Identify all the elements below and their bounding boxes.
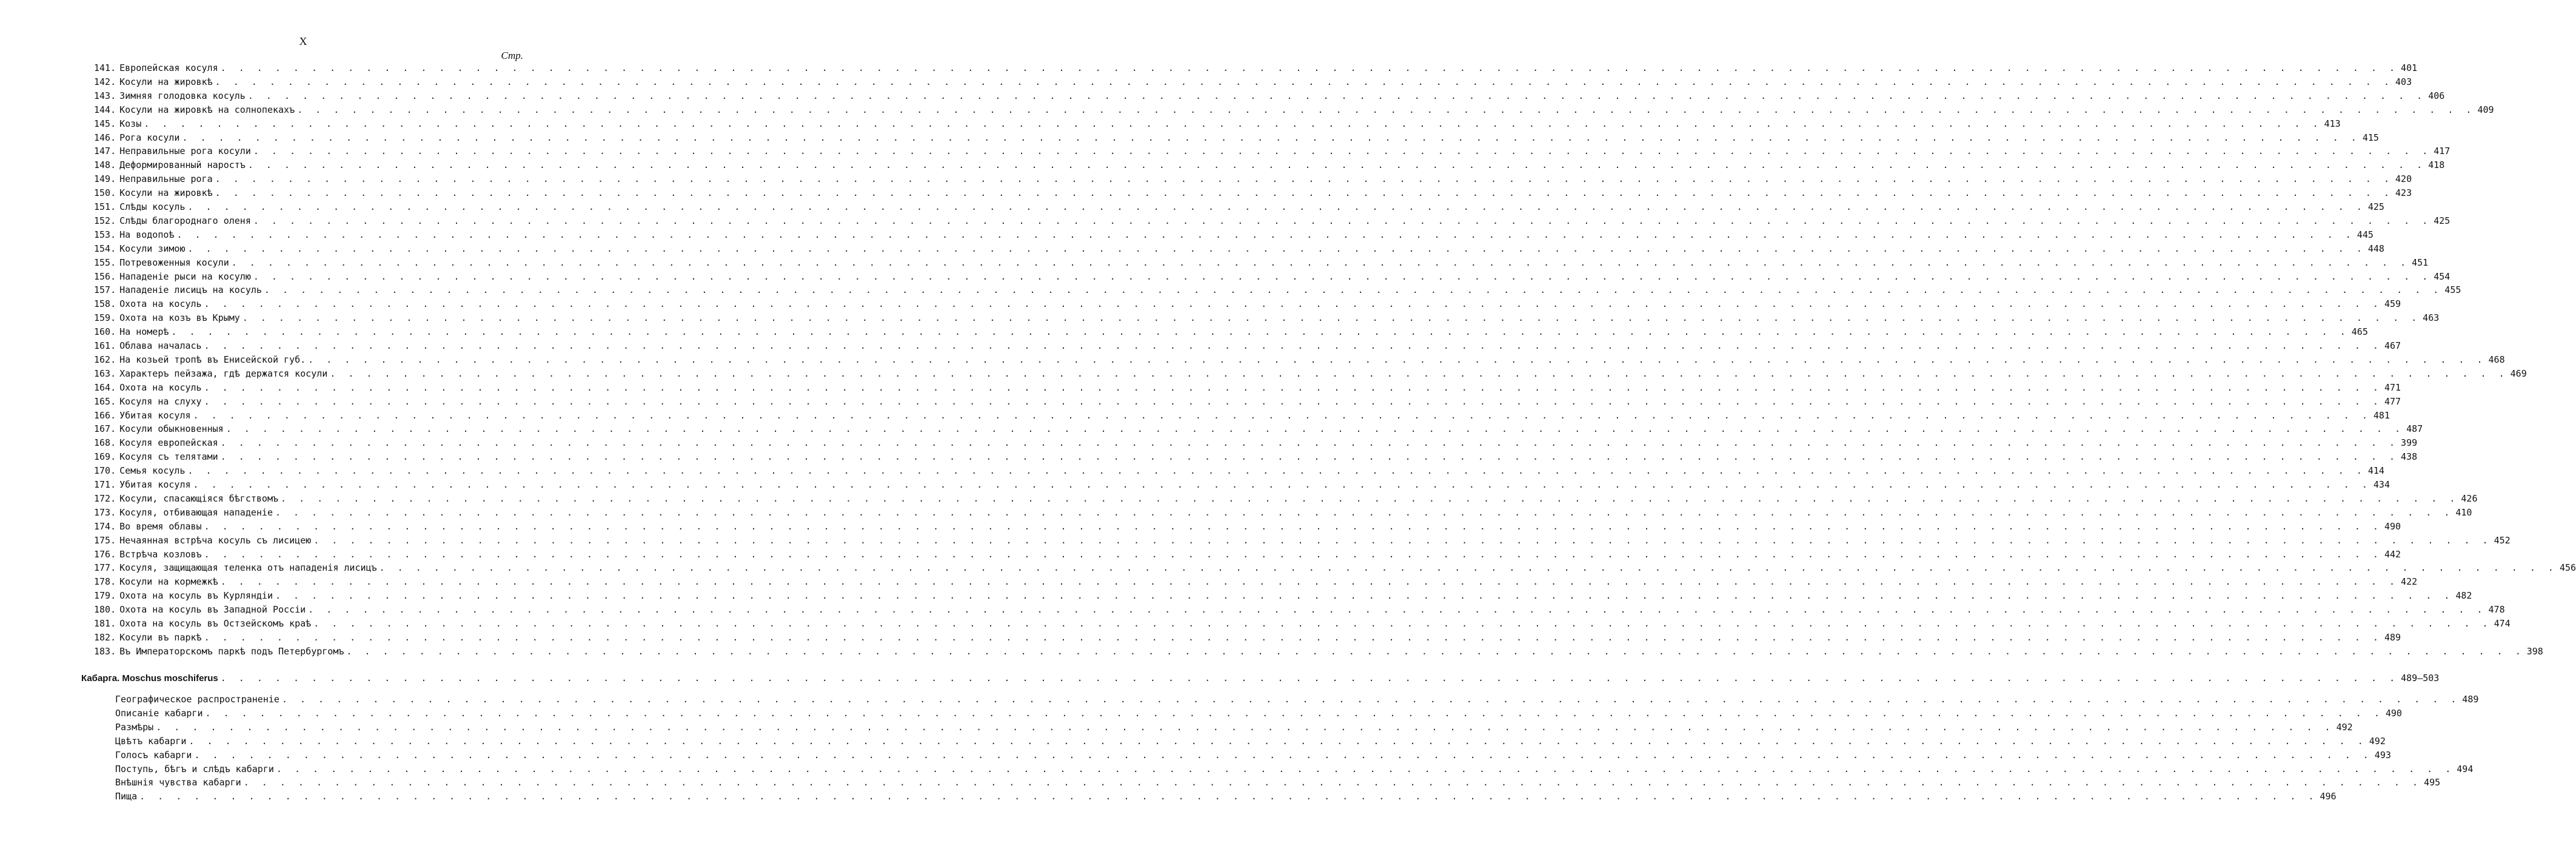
figure-entry	[94, 423, 2423, 437]
dot-leader: . . . . . . . . . . . . . . . . . . . . . . . . . . . . . . . . . . . . . . . . . . . . . . . . . . . . . . . . . . . . . . . . . . . . . . . . . . . . . . . . . . . . . . . . . . . . . . . . . . . . . . . . . . . . . . . . . . . . . . . .	[215, 187, 2394, 198]
figure-number: 166.	[94, 410, 116, 421]
dot-leader: . . . . . . . . . . . . . . . . . . . . . . . . . . . . . . . . . . . . . . . . . . . . . . . . . . . . . . . . . . . . . . . . . . . . . . . . . . . . . . . . . . . . . . . . . . . . . . . . . . . . . . . . . . . . . . . . . . . . . . . .	[275, 507, 2454, 518]
entry-title: Во время облавы	[119, 521, 204, 532]
figure-number: 146.	[94, 132, 116, 143]
dot-leader: . . . . . . . . . . . . . . . . . . . . . . . . . . . . . . . . . . . . . . . . . . . . . . . . . . . . . . . . . . . . . . . . . . . . . . . . . . . . . . . . . . . . . . . . . . . . . . . . . . . . . . . . . . . . . . . . . . . . . . . .	[313, 535, 2492, 546]
dot-leader: . . . . . . . . . . . . . . . . . . . . . . . . . . . . . . . . . . . . . . . . . . . . . . . . . . . . . . . . . . . . . . . . . . . . . . . . . . . . . . . . . . . . . . . . . . . . . . . . . . . . . . . . . . . . . . . . . . . . . . . .	[220, 437, 2399, 448]
figure-entry	[94, 410, 2390, 424]
page-reference: 489	[2462, 694, 2479, 705]
figure-number: 149.	[94, 173, 116, 184]
subsection-entry	[115, 791, 2337, 805]
entry-title: Размѣры	[115, 722, 156, 733]
page-reference: 420	[2395, 173, 2412, 184]
figure-number: 173.	[94, 507, 116, 518]
page-reference: 401	[2401, 62, 2418, 73]
dot-leader: . . . . . . . . . . . . . . . . . . . . . . . . . . . . . . . . . . . . . . . . . . . . . . . . . . . . . . . . . . . . . . . . . . . . . . . . . . . . . . . . . . . . . . . . . . . . . . . . . . . . . . . . . . . . . . . . . . . . . . . .	[139, 791, 2318, 802]
section-entry	[81, 673, 2440, 687]
entry-title: На козьей тропѣ въ Енисейской губ.	[119, 354, 308, 365]
dot-leader: . . . . . . . . . . . . . . . . . . . . . . . . . . . . . . . . . . . . . . . . . . . . . . . . . . . . . . . . . . . . . . . . . . . . . . . . . . . . . . . . . . . . . . . . . . . . . . . . . . . . . . . . . . . . . . . . . . . . . . . .	[281, 694, 2460, 705]
page-reference: 489—503	[2401, 673, 2440, 684]
entry-title: Поступь, бѣгъ и слѣдъ кабарги	[115, 764, 276, 774]
dot-leader: . . . . . . . . . . . . . . . . . . . . . . . . . . . . . . . . . . . . . . . . . . . . . . . . . . . . . . . . . . . . . . . . . . . . . . . . . . . . . . . . . . . . . . . . . . . . . . . . . . . . . . . . . . . . . . . . . . . . . . . .	[193, 410, 2371, 421]
figure-entry	[94, 535, 2511, 549]
figure-entry	[94, 326, 2368, 340]
dot-leader: . . . . . . . . . . . . . . . . . . . . . . . . . . . . . . . . . . . . . . . . . . . . . . . . . . . . . . . . . . . . . . . . . . . . . . . . . . . . . . . . . . . . . . . . . . . . . . . . . . . . . . . . . . . . . . . . . . . . . . . .	[204, 340, 2382, 351]
figure-number: 153.	[94, 229, 116, 240]
page-reference: 423	[2395, 187, 2412, 198]
entry-title: Косуля, отбивающая нападеніе	[119, 507, 275, 518]
dot-leader: . . . . . . . . . . . . . . . . . . . . . . . . . . . . . . . . . . . . . . . . . . . . . . . . . . . . . . . . . . . . . . . . . . . . . . . . . . . . . . . . . . . . . . . . . . . . . . . . . . . . . . . . . . . . . . . . . . . . . . . .	[204, 549, 2382, 560]
subsection-entry	[115, 736, 2386, 750]
figure-entry	[94, 284, 2461, 298]
dot-leader: . . . . . . . . . . . . . . . . . . . . . . . . . . . . . . . . . . . . . . . . . . . . . . . . . . . . . . . . . . . . . . . . . . . . . . . . . . . . . . . . . . . . . . . . . . . . . . . . . . . . . . . . . . . . . . . . . . . . . . . .	[194, 750, 2372, 761]
page-reference: 403	[2395, 76, 2412, 87]
dot-leader: . . . . . . . . . . . . . . . . . . . . . . . . . . . . . . . . . . . . . . . . . . . . . . . . . . . . . . . . . . . . . . . . . . . . . . . . . . . . . . . . . . . . . . . . . . . . . . . . . . . . . . . . . . . . . . . . . . . . . . . .	[231, 257, 2410, 268]
figure-number: 144.	[94, 104, 116, 115]
entry-title: Охота на косуль	[119, 298, 204, 309]
figure-entry	[94, 229, 2374, 243]
page-reference: 426	[2461, 493, 2478, 504]
subsection-entry	[115, 694, 2479, 708]
figure-entry	[94, 521, 2401, 535]
dot-leader: . . . . . . . . . . . . . . . . . . . . . . . . . . . . . . . . . . . . . . . . . . . . . . . . . . . . . . . . . . . . . . . . . . . . . . . . . . . . . . . . . . . . . . . . . . . . . . . . . . . . . . . . . . . . . . . . . . . . . . . .	[220, 673, 2399, 684]
dot-leader: . . . . . . . . . . . . . . . . . . . . . . . . . . . . . . . . . . . . . . . . . . . . . . . . . . . . . . . . . . . . . . . . . . . . . . . . . . . . . . . . . . . . . . . . . . . . . . . . . . . . . . . . . . . . . . . . . . . . . . . .	[204, 396, 2382, 407]
dot-leader: . . . . . . . . . . . . . . . . . . . . . . . . . . . . . . . . . . . . . . . . . . . . . . . . . . . . . . . . . . . . . . . . . . . . . . . . . . . . . . . . . . . . . . . . . . . . . . . . . . . . . . . . . . . . . . . . . . . . . . . .	[182, 132, 2360, 143]
figure-number: 142.	[94, 76, 116, 87]
page-reference: 409	[2477, 104, 2494, 115]
dot-leader: . . . . . . . . . . . . . . . . . . . . . . . . . . . . . . . . . . . . . . . . . . . . . . . . . . . . . . . . . . . . . . . . . . . . . . . . . . . . . . . . . . . . . . . . . . . . . . . . . . . . . . . . . . . . . . . . . . . . . . . .	[297, 104, 2475, 115]
entry-title: Косули на жировкѣ	[119, 76, 215, 87]
figure-entry	[94, 104, 2494, 118]
page-reference: 417	[2434, 146, 2451, 156]
figure-entry	[94, 451, 2418, 465]
dot-leader: . . . . . . . . . . . . . . . . . . . . . . . . . . . . . . . . . . . . . . . . . . . . . . . . . . . . . . . . . . . . . . . . . . . . . . . . . . . . . . . . . . . . . . . . . . . . . . . . . . . . . . . . . . . . . . . . . . . . . . . .	[204, 298, 2382, 309]
dot-leader: . . . . . . . . . . . . . . . . . . . . . . . . . . . . . . . . . . . . . . . . . . . . . . . . . . . . . . . . . . . . . . . . . . . . . . . . . . . . . . . . . . . . . . . . . . . . . . . . . . . . . . . . . . . . . . . . . . . . . . . .	[308, 354, 2486, 365]
entry-title: Убитая косуля	[119, 410, 193, 421]
page-reference: 455	[2444, 284, 2461, 295]
dot-leader: . . . . . . . . . . . . . . . . . . . . . . . . . . . . . . . . . . . . . . . . . . . . . . . . . . . . . . . . . . . . . . . . . . . . . . . . . . . . . . . . . . . . . . . . . . . . . . . . . . . . . . . . . . . . . . . . . . . . . . . .	[330, 368, 2508, 379]
page-reference: 399	[2401, 437, 2418, 448]
entry-title: Косуля европейская	[119, 437, 221, 448]
figure-number: 152.	[94, 215, 116, 226]
dot-leader: . . . . . . . . . . . . . . . . . . . . . . . . . . . . . . . . . . . . . . . . . . . . . . . . . . . . . . . . . . . . . . . . . . . . . . . . . . . . . . . . . . . . . . . . . . . . . . . . . . . . . . . . . . . . . . . . . . . . . . . .	[226, 423, 2404, 434]
dot-leader: . . . . . . . . . . . . . . . . . . . . . . . . . . . . . . . . . . . . . . . . . . . . . . . . . . . . . . . . . . . . . . . . . . . . . . . . . . . . . . . . . . . . . . . . . . . . . . . . . . . . . . . . . . . . . . . . . . . . . . . .	[281, 493, 2459, 504]
figure-entry	[94, 160, 2445, 173]
entry-title: Неправильные рога косули	[119, 146, 253, 156]
figure-entry	[94, 382, 2401, 396]
dot-leader: . . . . . . . . . . . . . . . . . . . . . . . . . . . . . . . . . . . . . . . . . . . . . . . . . . . . . . . . . . . . . . . . . . . . . . . . . . . . . . . . . . . . . . . . . . . . . . . . . . . . . . . . . . . . . . . . . . . . . . . .	[243, 777, 2422, 788]
page-reference: 398	[2526, 646, 2543, 657]
dot-leader: . . . . . . . . . . . . . . . . . . . . . . . . . . . . . . . . . . . . . . . . . . . . . . . . . . . . . . . . . . . . . . . . . . . . . . . . . . . . . . . . . . . . . . . . . . . . . . . . . . . . . . . . . . . . . . . . . . . . . . . .	[187, 465, 2366, 476]
dot-leader: . . . . . . . . . . . . . . . . . . . . . . . . . . . . . . . . . . . . . . . . . . . . . . . . . . . . . . . . . . . . . . . . . . . . . . . . . . . . . . . . . . . . . . . . . . . . . . . . . . . . . . . . . . . . . . . . . . . . . . . .	[187, 243, 2366, 254]
dot-leader: . . . . . . . . . . . . . . . . . . . . . . . . . . . . . . . . . . . . . . . . . . . . . . . . . . . . . . . . . . . . . . . . . . . . . . . . . . . . . . . . . . . . . . . . . . . . . . . . . . . . . . . . . . . . . . . . . . . . . . . .	[220, 62, 2399, 73]
subsection-entry	[115, 708, 2402, 722]
figure-entry	[94, 62, 2418, 76]
figure-number: 150.	[94, 187, 116, 198]
figure-entry	[94, 576, 2418, 590]
figure-entry	[94, 132, 2379, 146]
figure-number: 179.	[94, 590, 116, 601]
figure-number: 148.	[94, 160, 116, 170]
page-reference: 482	[2455, 590, 2472, 601]
figure-entry	[94, 396, 2401, 410]
figure-number: 141.	[94, 62, 116, 73]
page-reference: 490	[2384, 521, 2401, 532]
figure-entry	[94, 90, 2445, 104]
entry-title: Охота на косуль въ Западной Россіи	[119, 604, 308, 615]
dot-leader: . . . . . . . . . . . . . . . . . . . . . . . . . . . . . . . . . . . . . . . . . . . . . . . . . . . . . . . . . . . . . . . . . . . . . . . . . . . . . . . . . . . . . . . . . . . . . . . . . . . . . . . . . . . . . . . . . . . . . . . .	[220, 576, 2399, 587]
dot-leader: . . . . . . . . . . . . . . . . . . . . . . . . . . . . . . . . . . . . . . . . . . . . . . . . . . . . . . . . . . . . . . . . . . . . . . . . . . . . . . . . . . . . . . . . . . . . . . . . . . . . . . . . . . . . . . . . . . . . . . . .	[187, 201, 2366, 212]
page-column-header: Стр.	[501, 50, 523, 61]
dot-leader: . . . . . . . . . . . . . . . . . . . . . . . . . . . . . . . . . . . . . . . . . . . . . . . . . . . . . . . . . . . . . . . . . . . . . . . . . . . . . . . . . . . . . . . . . . . . . . . . . . . . . . . . . . . . . . . . . . . . . . . .	[276, 764, 2455, 774]
figure-number: 155.	[94, 257, 116, 268]
page-reference: 471	[2384, 382, 2401, 393]
figure-number: 172.	[94, 493, 116, 504]
figure-number: 178.	[94, 576, 116, 587]
entry-title: Косули на жировкѣ	[119, 187, 215, 198]
figure-entry	[94, 76, 2412, 90]
entry-title: Европейская косуля	[119, 62, 221, 73]
figure-number: 143.	[94, 90, 116, 101]
entry-title: Косули въ паркѣ	[119, 632, 204, 643]
entry-title: Косули на жировкѣ на солнопекахъ	[119, 104, 297, 115]
figure-number: 170.	[94, 465, 116, 476]
figure-entry	[94, 215, 2451, 229]
page-reference: 452	[2494, 535, 2511, 546]
figure-entry	[94, 201, 2384, 215]
figure-entry	[94, 549, 2401, 563]
figure-number: 154.	[94, 243, 116, 254]
figure-entry	[94, 604, 2505, 618]
entry-title: Слѣды благороднаго оленя	[119, 215, 253, 226]
figure-number: 158.	[94, 298, 116, 309]
page-reference: 422	[2401, 576, 2418, 587]
dot-leader: . . . . . . . . . . . . . . . . . . . . . . . . . . . . . . . . . . . . . . . . . . . . . . . . . . . . . . . . . . . . . . . . . . . . . . . . . . . . . . . . . . . . . . . . . . . . . . . . . . . . . . . . . . . . . . . . . . . . . . . .	[144, 118, 2322, 129]
dot-leader: . . . . . . . . . . . . . . . . . . . . . . . . . . . . . . . . . . . . . . . . . . . . . . . . . . . . . . . . . . . . . . . . . . . . . . . . . . . . . . . . . . . . . . . . . . . . . . . . . . . . . . . . . . . . . . . . . . . . . . . .	[204, 632, 2382, 643]
entry-title: Охота на косуль въ Курляндіи	[119, 590, 275, 601]
dot-leader: . . . . . . . . . . . . . . . . . . . . . . . . . . . . . . . . . . . . . . . . . . . . . . . . . . . . . . . . . . . . . . . . . . . . . . . . . . . . . . . . . . . . . . . . . . . . . . . . . . . . . . . . . . . . . . . . . . . . . . . .	[247, 160, 2426, 170]
entry-title: Голосъ кабарги	[115, 750, 194, 761]
figure-entry	[94, 146, 2451, 160]
page-reference: 493	[2374, 750, 2391, 761]
page-reference: 469	[2510, 368, 2527, 379]
subsection-entry	[115, 750, 2391, 764]
page-reference: 425	[2367, 201, 2384, 212]
figure-entry	[94, 271, 2451, 285]
figure-number: 162.	[94, 354, 116, 365]
entry-title: Косули, спасающіяся бѣгствомъ	[119, 493, 281, 504]
dot-leader: . . . . . . . . . . . . . . . . . . . . . . . . . . . . . . . . . . . . . . . . . . . . . . . . . . . . . . . . . . . . . . . . . . . . . . . . . . . . . . . . . . . . . . . . . . . . . . . . . . . . . . . . . . . . . . . . . . . . . . . .	[247, 90, 2426, 101]
page-reference: 495	[2424, 777, 2441, 788]
section-title: Кабарга. Moschus moschiferus	[81, 673, 221, 684]
entry-title: Рога косули	[119, 132, 182, 143]
figure-entry	[94, 118, 2341, 132]
page-reference: 414	[2367, 465, 2384, 476]
page-number: X	[299, 35, 307, 47]
dot-leader: . . . . . . . . . . . . . . . . . . . . . . . . . . . . . . . . . . . . . . . . . . . . . . . . . . . . . . . . . . . . . . . . . . . . . . . . . . . . . . . . . . . . . . . . . . . . . . . . . . . . . . . . . . . . . . . . . . . . . . . .	[176, 229, 2355, 240]
figure-entry	[94, 187, 2412, 201]
page-reference: 467	[2384, 340, 2401, 351]
dot-leader: . . . . . . . . . . . . . . . . . . . . . . . . . . . . . . . . . . . . . . . . . . . . . . . . . . . . . . . . . . . . . . . . . . . . . . . . . . . . . . . . . . . . . . . . . . . . . . . . . . . . . . . . . . . . . . . . . . . . . . . .	[193, 479, 2371, 490]
page-reference: 474	[2494, 618, 2511, 629]
dot-leader: . . . . . . . . . . . . . . . . . . . . . . . . . . . . . . . . . . . . . . . . . . . . . . . . . . . . . . . . . . . . . . . . . . . . . . . . . . . . . . . . . . . . . . . . . . . . . . . . . . . . . . . . . . . . . . . . . . . . . . . .	[242, 312, 2421, 323]
dot-leader: . . . . . . . . . . . . . . . . . . . . . . . . . . . . . . . . . . . . . . . . . . . . . . . . . . . . . . . . . . . . . . . . . . . . . . . . . . . . . . . . . . . . . . . . . . . . . . . . . . . . . . . . . . . . . . . . . . . . . . . .	[204, 521, 2382, 532]
entry-title: Нападеніе рыси на косулю	[119, 271, 253, 282]
dot-leader: . . . . . . . . . . . . . . . . . . . . . . . . . . . . . . . . . . . . . . . . . . . . . . . . . . . . . . . . . . . . . . . . . . . . . . . . . . . . . . . . . . . . . . . . . . . . . . . . . . . . . . . . . . . . . . . . . . . . . . . .	[156, 722, 2334, 733]
entry-title: Неправильные рога	[119, 173, 215, 184]
figure-entry	[94, 173, 2412, 187]
subsection-entry	[115, 764, 2474, 778]
figure-entry	[94, 368, 2527, 382]
page-reference: 465	[2351, 326, 2368, 337]
page-reference: 448	[2367, 243, 2384, 254]
figure-number: 169.	[94, 451, 116, 462]
figure-entry	[94, 590, 2472, 604]
dot-leader: . . . . . . . . . . . . . . . . . . . . . . . . . . . . . . . . . . . . . . . . . . . . . . . . . . . . . . . . . . . . . . . . . . . . . . . . . . . . . . . . . . . . . . . . . . . . . . . . . . . . . . . . . . . . . . . . . . . . . . . .	[346, 646, 2524, 657]
figure-entry	[94, 493, 2478, 507]
entry-title: Пища	[115, 791, 139, 802]
entry-title: Косуля съ телятами	[119, 451, 221, 462]
page-reference: 463	[2423, 312, 2440, 323]
figure-number: 159.	[94, 312, 116, 323]
figure-number: 164.	[94, 382, 116, 393]
page-reference: 425	[2434, 215, 2451, 226]
entry-title: На водопоѣ	[119, 229, 176, 240]
entry-title: Косули на кормежкѣ	[119, 576, 221, 587]
figure-number: 160.	[94, 326, 116, 337]
entry-title: Въ Императорскомъ паркѣ подъ Петербургомъ	[119, 646, 346, 657]
entry-title: Нападеніе лисицъ на косуль	[119, 284, 264, 295]
figure-entry	[94, 562, 2576, 576]
figure-entry	[94, 340, 2401, 354]
dot-leader: . . . . . . . . . . . . . . . . . . . . . . . . . . . . . . . . . . . . . . . . . . . . . . . . . . . . . . . . . . . . . . . . . . . . . . . . . . . . . . . . . . . . . . . . . . . . . . . . . . . . . . . . . . . . . . . . . . . . . . . .	[253, 271, 2432, 282]
dot-leader: . . . . . . . . . . . . . . . . . . . . . . . . . . . . . . . . . . . . . . . . . . . . . . . . . . . . . . . . . . . . . . . . . . . . . . . . . . . . . . . . . . . . . . . . . . . . . . . . . . . . . . . . . . . . . . . . . . . . . . . .	[215, 76, 2394, 87]
dot-leader: . . . . . . . . . . . . . . . . . . . . . . . . . . . . . . . . . . . . . . . . . . . . . . . . . . . . . . . . . . . . . . . . . . . . . . . . . . . . . . . . . . . . . . . . . . . . . . . . . . . . . . . . . . . . . . . . . . . . . . . .	[253, 215, 2432, 226]
figure-number: 175.	[94, 535, 116, 546]
dot-leader: . . . . . . . . . . . . . . . . . . . . . . . . . . . . . . . . . . . . . . . . . . . . . . . . . . . . . . . . . . . . . . . . . . . . . . . . . . . . . . . . . . . . . . . . . . . . . . . . . . . . . . . . . . . . . . . . . . . . . . . .	[264, 284, 2443, 295]
figure-number: 157.	[94, 284, 116, 295]
page-reference: 456	[2559, 562, 2576, 573]
page-reference: 445	[2357, 229, 2374, 240]
dot-leader: . . . . . . . . . . . . . . . . . . . . . . . . . . . . . . . . . . . . . . . . . . . . . . . . . . . . . . . . . . . . . . . . . . . . . . . . . . . . . . . . . . . . . . . . . . . . . . . . . . . . . . . . . . . . . . . . . . . . . . . .	[379, 562, 2557, 573]
entry-title: Косули зимою	[119, 243, 187, 254]
figure-entry	[94, 354, 2505, 368]
entry-title: Козы	[119, 118, 144, 129]
subsection-entry	[115, 777, 2441, 791]
figure-number: 145.	[94, 118, 116, 129]
page-reference: 492	[2369, 736, 2386, 747]
figure-entry	[94, 298, 2401, 312]
entry-title: На номерѣ	[119, 326, 171, 337]
page-reference: 442	[2384, 549, 2401, 560]
page-reference: 494	[2457, 764, 2474, 774]
page-reference: 478	[2488, 604, 2505, 615]
entry-title: Косули обыкновенныя	[119, 423, 226, 434]
dot-leader: . . . . . . . . . . . . . . . . . . . . . . . . . . . . . . . . . . . . . . . . . . . . . . . . . . . . . . . . . . . . . . . . . . . . . . . . . . . . . . . . . . . . . . . . . . . . . . . . . . . . . . . . . . . . . . . . . . . . . . . .	[308, 604, 2486, 615]
dot-leader: . . . . . . . . . . . . . . . . . . . . . . . . . . . . . . . . . . . . . . . . . . . . . . . . . . . . . . . . . . . . . . . . . . . . . . . . . . . . . . . . . . . . . . . . . . . . . . . . . . . . . . . . . . . . . . . . . . . . . . . .	[220, 451, 2399, 462]
entry-title: Семья косуль	[119, 465, 187, 476]
page-reference: 487	[2406, 423, 2423, 434]
figure-number: 156.	[94, 271, 116, 282]
figure-number: 171.	[94, 479, 116, 490]
figure-number: 181.	[94, 618, 116, 629]
figure-entry	[94, 312, 2440, 326]
figure-number: 183.	[94, 646, 116, 657]
page-reference: 410	[2455, 507, 2472, 518]
dot-leader: . . . . . . . . . . . . . . . . . . . . . . . . . . . . . . . . . . . . . . . . . . . . . . . . . . . . . . . . . . . . . . . . . . . . . . . . . . . . . . . . . . . . . . . . . . . . . . . . . . . . . . . . . . . . . . . . . . . . . . . .	[215, 173, 2394, 184]
entry-title: Косуля на слуху	[119, 396, 204, 407]
figure-entry	[94, 479, 2390, 493]
dot-leader: . . . . . . . . . . . . . . . . . . . . . . . . . . . . . . . . . . . . . . . . . . . . . . . . . . . . . . . . . . . . . . . . . . . . . . . . . . . . . . . . . . . . . . . . . . . . . . . . . . . . . . . . . . . . . . . . . . . . . . . .	[189, 736, 2367, 747]
figure-number: 180.	[94, 604, 116, 615]
page-reference: 418	[2428, 160, 2445, 170]
dot-leader: . . . . . . . . . . . . . . . . . . . . . . . . . . . . . . . . . . . . . . . . . . . . . . . . . . . . . . . . . . . . . . . . . . . . . . . . . . . . . . . . . . . . . . . . . . . . . . . . . . . . . . . . . . . . . . . . . . . . . . . .	[205, 708, 2383, 719]
entry-title: Географическое распространеніе	[115, 694, 282, 705]
entry-title: Потревоженныя косули	[119, 257, 232, 268]
figure-number: 163.	[94, 368, 116, 379]
figure-entry	[94, 646, 2543, 660]
figure-entry	[94, 632, 2401, 646]
entry-title: Встрѣча козловъ	[119, 549, 204, 560]
figure-entry	[94, 257, 2429, 271]
figure-entry	[94, 243, 2384, 257]
figure-number: 174.	[94, 521, 116, 532]
figure-number: 177.	[94, 562, 116, 573]
entry-title: Косуля, защищающая теленка отъ нападенія лисицъ	[119, 562, 379, 573]
page-reference: 492	[2336, 722, 2353, 733]
figure-entry	[94, 618, 2511, 632]
page-reference: 496	[2320, 791, 2337, 802]
page-reference: 468	[2488, 354, 2505, 365]
entry-title: Характеръ пейзажа, гдѣ держатся косули	[119, 368, 330, 379]
entry-title: Зимняя голодовка косуль	[119, 90, 248, 101]
dot-leader: . . . . . . . . . . . . . . . . . . . . . . . . . . . . . . . . . . . . . . . . . . . . . . . . . . . . . . . . . . . . . . . . . . . . . . . . . . . . . . . . . . . . . . . . . . . . . . . . . . . . . . . . . . . . . . . . . . . . . . . .	[275, 590, 2454, 601]
entry-title: Охота на козъ въ Крыму	[119, 312, 243, 323]
entry-title: Слѣды косуль	[119, 201, 187, 212]
dot-leader: . . . . . . . . . . . . . . . . . . . . . . . . . . . . . . . . . . . . . . . . . . . . . . . . . . . . . . . . . . . . . . . . . . . . . . . . . . . . . . . . . . . . . . . . . . . . . . . . . . . . . . . . . . . . . . . . . . . . . . . .	[204, 382, 2382, 393]
page-reference: 459	[2384, 298, 2401, 309]
page-reference: 413	[2324, 118, 2341, 129]
page-reference: 489	[2384, 632, 2401, 643]
entry-title: Внѣшнія чувства кабарги	[115, 777, 244, 788]
dot-leader: . . . . . . . . . . . . . . . . . . . . . . . . . . . . . . . . . . . . . . . . . . . . . . . . . . . . . . . . . . . . . . . . . . . . . . . . . . . . . . . . . . . . . . . . . . . . . . . . . . . . . . . . . . . . . . . . . . . . . . . .	[253, 146, 2432, 156]
subsection-entry	[115, 722, 2353, 736]
entry-title: Деформированный наростъ	[119, 160, 248, 170]
figure-entry	[94, 507, 2472, 521]
figure-number: 165.	[94, 396, 116, 407]
figure-entry	[94, 465, 2384, 479]
page-reference: 490	[2385, 708, 2402, 719]
page-reference: 477	[2384, 396, 2401, 407]
figure-number: 151.	[94, 201, 116, 212]
entry-title: Нечаянная встрѣча косуль съ лисицею	[119, 535, 313, 546]
dot-leader: . . . . . . . . . . . . . . . . . . . . . . . . . . . . . . . . . . . . . . . . . . . . . . . . . . . . . . . . . . . . . . . . . . . . . . . . . . . . . . . . . . . . . . . . . . . . . . . . . . . . . . . . . . . . . . . . . . . . . . . .	[313, 618, 2492, 629]
page-reference: 451	[2412, 257, 2429, 268]
entry-title: Облава началась	[119, 340, 204, 351]
figure-number: 182.	[94, 632, 116, 643]
entry-title: Убитая косуля	[119, 479, 193, 490]
page-reference: 454	[2434, 271, 2451, 282]
entry-title: Цвѣтъ кабарги	[115, 736, 189, 747]
page-reference: 481	[2373, 410, 2390, 421]
figure-number: 176.	[94, 549, 116, 560]
figure-number: 168.	[94, 437, 116, 448]
page-reference: 438	[2401, 451, 2418, 462]
entry-title: Описаніе кабарги	[115, 708, 206, 719]
figure-number: 147.	[94, 146, 116, 156]
page-reference: 434	[2373, 479, 2390, 490]
entry-title: Охота на косуль	[119, 382, 204, 393]
dot-leader: . . . . . . . . . . . . . . . . . . . . . . . . . . . . . . . . . . . . . . . . . . . . . . . . . . . . . . . . . . . . . . . . . . . . . . . . . . . . . . . . . . . . . . . . . . . . . . . . . . . . . . . . . . . . . . . . . . . . . . . .	[171, 326, 2349, 337]
figure-entry	[94, 437, 2418, 451]
figure-number: 167.	[94, 423, 116, 434]
figure-number: 161.	[94, 340, 116, 351]
page-reference: 406	[2428, 90, 2445, 101]
entry-title: Охота на косуль въ Остзейскомъ краѣ	[119, 618, 313, 629]
page-reference: 415	[2362, 132, 2379, 143]
